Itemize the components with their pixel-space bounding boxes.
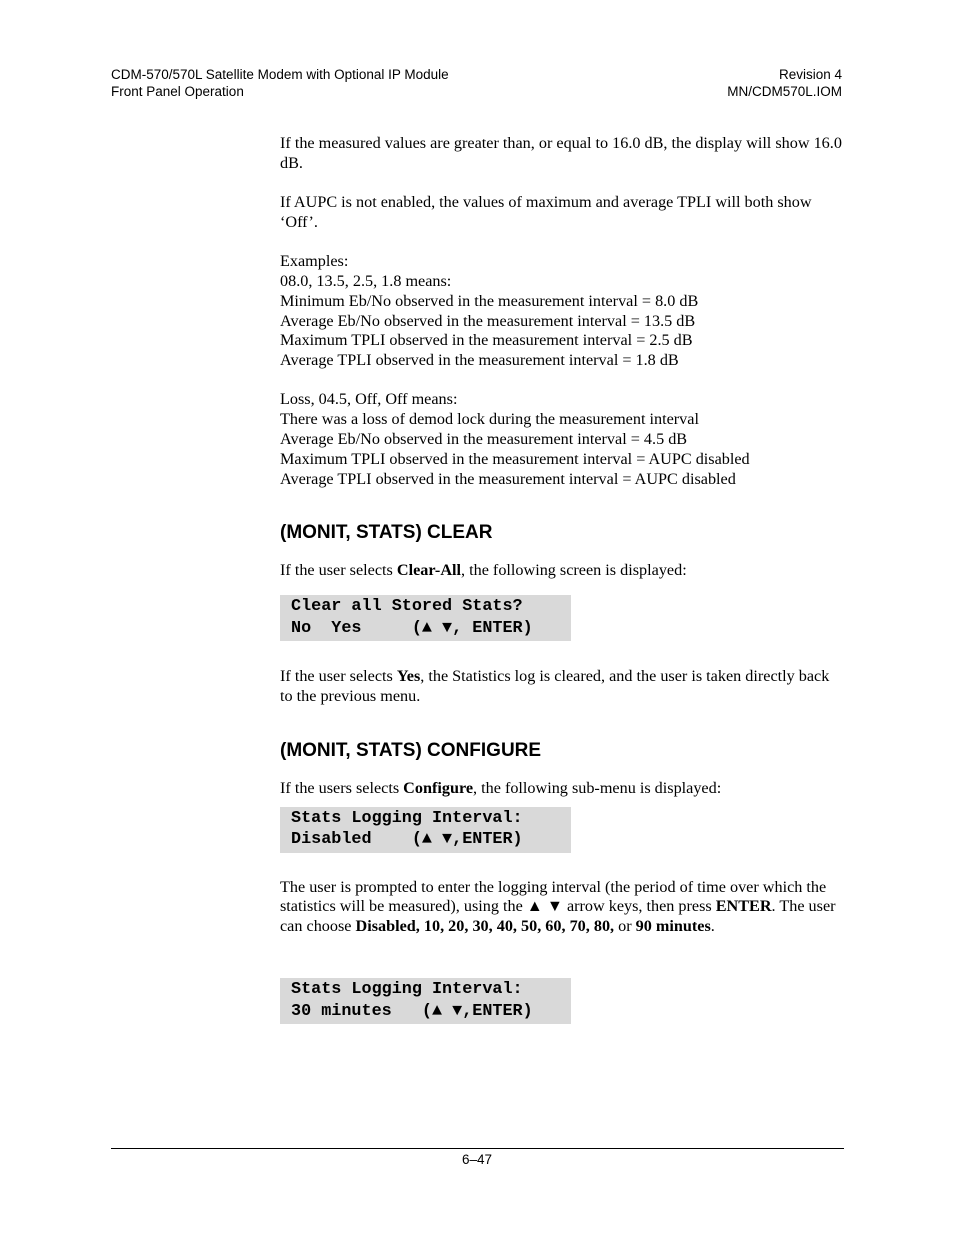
- header-document-title: CDM-570/570L Satellite Modem with Optional IP Module: [111, 67, 449, 82]
- paragraph-logging-interval: The user is prompted to enter the logging interval (the period of time over which the statistics will be measured), using the ▲ ▼ arrow keys, then press ENTER. The user can choose Disabled, 10, 20, 30, 40, 50, 60, 70, 80, or 90 minutes.: [280, 877, 836, 936]
- paragraph-configure: If the users selects Configure, the following sub-menu is displayed:: [280, 778, 722, 797]
- example-1-line: Average TPLI observed in the measurement interval = 1.8 dB: [280, 351, 679, 370]
- lcd-line: Disabled (▲ ▼,ENTER): [291, 830, 523, 850]
- lcd-display-clear: [280, 595, 571, 641]
- lcd-line: 30 minutes (▲ ▼,ENTER): [291, 1001, 533, 1021]
- lcd-line: No Yes (▲ ▼, ENTER): [291, 618, 533, 638]
- paragraph-clear-all: If the user selects Clear-All, the following screen is displayed:: [280, 561, 687, 580]
- example-2-line: Maximum TPLI observed in the measurement interval = AUPC disabled: [280, 449, 750, 468]
- paragraph-max-value: If the measured values are greater than, or equal to 16.0 dB, the display will show 16.0 dB.: [280, 134, 842, 172]
- header-chapter-title: Front Panel Operation: [111, 84, 244, 99]
- page-body: [280, 134, 844, 1024]
- examples-title: Examples:: [280, 252, 349, 271]
- example-2-line: Average TPLI observed in the measurement interval = AUPC disabled: [280, 469, 736, 488]
- page-number: 6–47: [461, 1152, 493, 1167]
- page-header-left: [111, 66, 449, 100]
- lcd-line: Clear all Stored Stats?: [291, 597, 523, 617]
- example-2-line: Loss, 04.5, Off, Off means:: [280, 390, 458, 409]
- lcd-line: Stats Logging Interval:: [291, 980, 523, 1000]
- lcd-display-interval-disabled: [280, 807, 571, 853]
- example-1-line: 08.0, 13.5, 2.5, 1.8 means:: [280, 271, 452, 290]
- example-2-line: Average Eb/No observed in the measurement interval = 4.5 dB: [280, 430, 688, 449]
- example-1-line: Average Eb/No observed in the measurement interval = 13.5 dB: [280, 311, 696, 330]
- lcd-line: Stats Logging Interval:: [291, 808, 523, 828]
- example-2-line: There was a loss of demod lock during the measurement interval: [280, 410, 699, 429]
- page-header-right: [727, 66, 842, 100]
- paragraph-aupc-off: If AUPC is not enabled, the values of maximum and average TPLI will both show ‘Off’.: [280, 193, 812, 231]
- header-revision: Revision 4: [778, 67, 842, 82]
- section-heading-configure: (MONIT, STATS) CONFIGURE: [280, 739, 542, 761]
- lcd-display-interval-30: [280, 978, 571, 1024]
- paragraph-clear-yes: If the user selects Yes, the Statistics log is cleared, and the user is taken directly back to the previous menu.: [280, 667, 830, 706]
- footer-rule: [111, 1148, 844, 1149]
- section-heading-clear: (MONIT, STATS) CLEAR: [280, 522, 493, 544]
- header-document-id: MN/CDM570L.IOM: [727, 84, 842, 99]
- example-1-line: Maximum TPLI observed in the measurement interval = 2.5 dB: [280, 331, 693, 350]
- example-1-line: Minimum Eb/No observed in the measurement interval = 8.0 dB: [280, 291, 699, 310]
